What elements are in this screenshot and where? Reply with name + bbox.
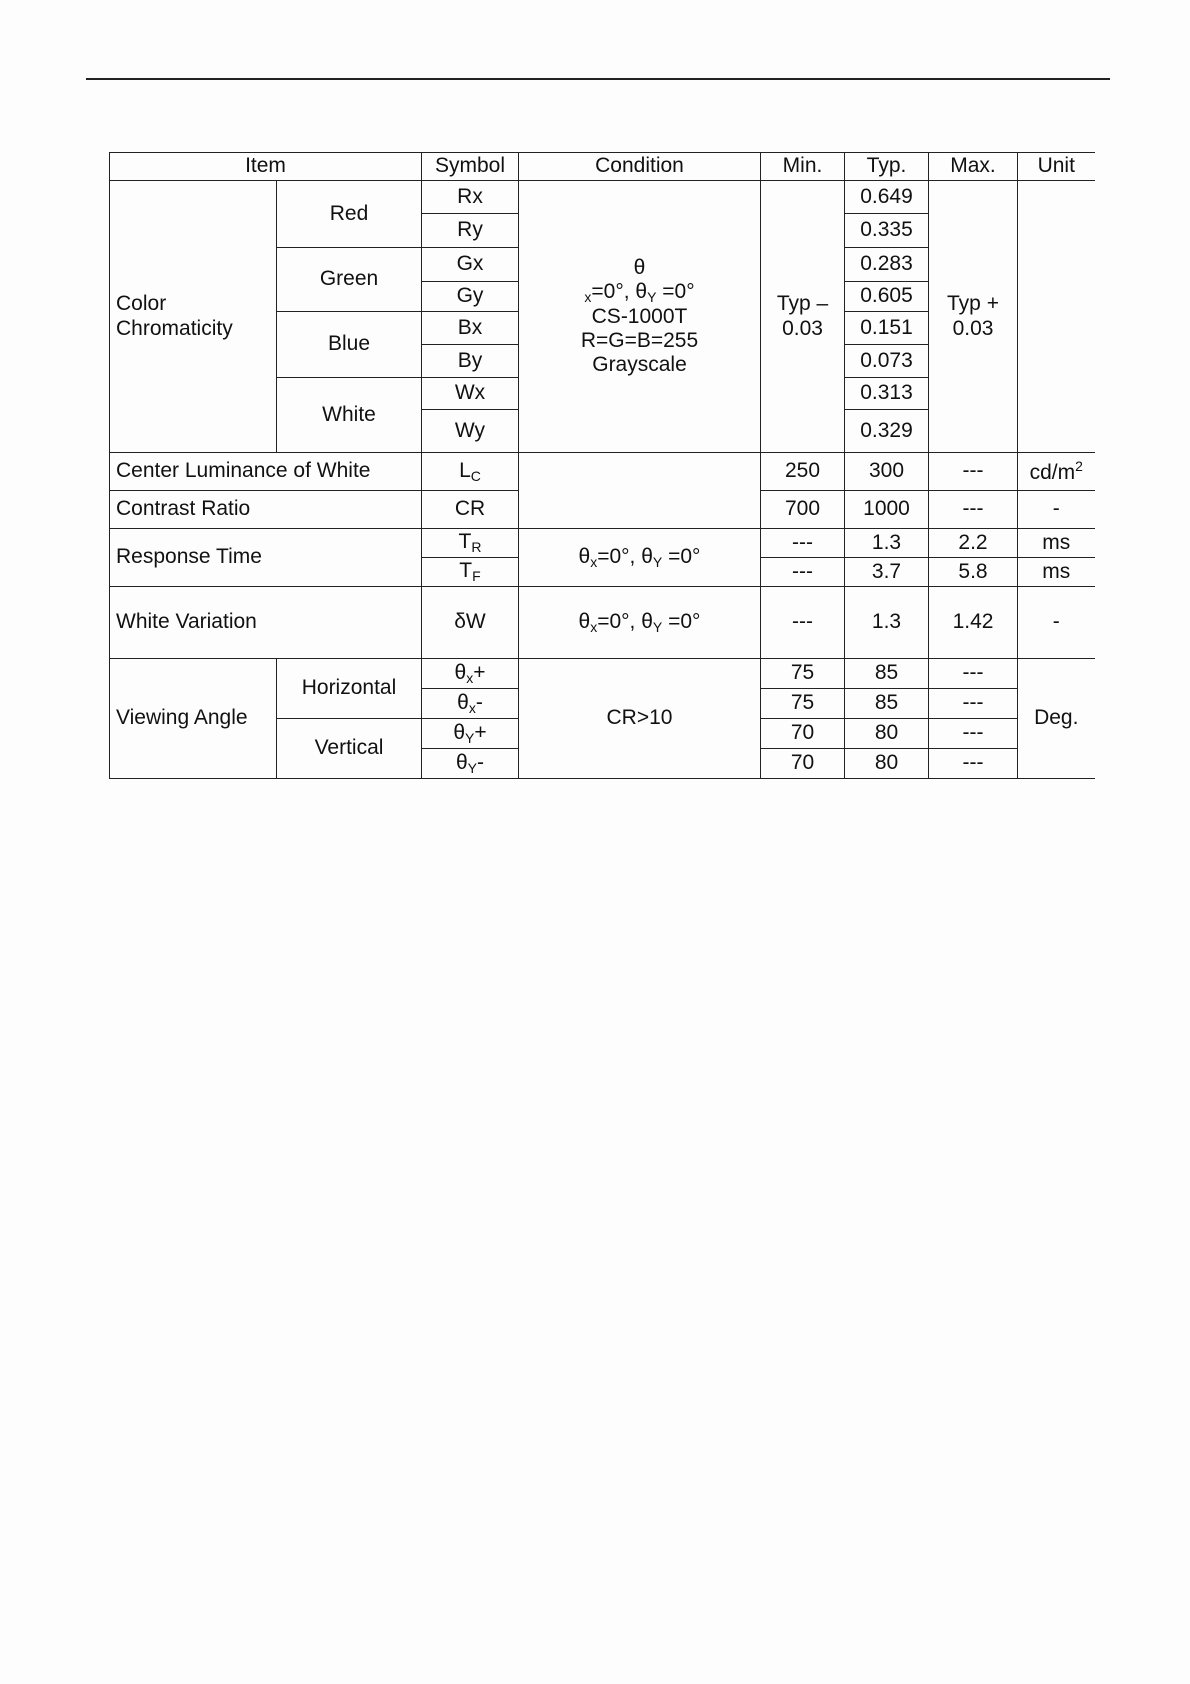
item-white-variation: White Variation xyxy=(110,587,422,659)
symbol-white-variation: δW xyxy=(422,587,519,659)
typ-cell: 0.073 xyxy=(845,345,929,378)
min-cell: --- xyxy=(761,529,845,558)
typ-cell: 1.3 xyxy=(845,587,929,659)
condition-luminance-contrast xyxy=(519,453,761,529)
header-symbol: Symbol xyxy=(422,153,519,181)
item-contrast: Contrast Ratio xyxy=(110,491,422,529)
typ-cell: 80 xyxy=(845,749,929,779)
symbol-cell: Wx xyxy=(422,378,519,410)
min-cell: 700 xyxy=(761,491,845,529)
table-row xyxy=(110,453,1095,491)
typ-cell: 0.151 xyxy=(845,312,929,345)
typ-cell: 1.3 xyxy=(845,529,929,558)
symbol-contrast: CR xyxy=(422,491,519,529)
group-white: White xyxy=(277,378,422,453)
max-cell: --- xyxy=(929,453,1018,491)
typ-cell: 0.335 xyxy=(845,214,929,248)
unit-luminance: $cd/m^2$ xyxy=(1018,453,1095,491)
condition-response: $\theta_x=0^\circ$, $\theta_Y =0^\circ$ xyxy=(519,529,761,587)
symbol-cell: $T_F$ xyxy=(422,558,519,587)
max-cell: --- xyxy=(929,491,1018,529)
typ-cell: 3.7 xyxy=(845,558,929,587)
header-min: Min. xyxy=(761,153,845,181)
table-row xyxy=(110,659,1095,689)
table-row xyxy=(110,529,1095,558)
symbol-cell: $\theta_x-$ xyxy=(422,689,519,719)
item-response-time: Response Time xyxy=(110,529,422,587)
typ-cell: 0.649 xyxy=(845,181,929,214)
min-cell: 70 xyxy=(761,719,845,749)
symbol-cell: $\theta_Y-$ xyxy=(422,749,519,779)
typ-cell: 1000 xyxy=(845,491,929,529)
max-cell: --- xyxy=(929,749,1018,779)
max-cell: --- xyxy=(929,719,1018,749)
group-green: Green xyxy=(277,248,422,312)
viewing-vertical: Vertical xyxy=(277,719,422,779)
max-cell: 5.8 xyxy=(929,558,1018,587)
max-cell: 2.2 xyxy=(929,529,1018,558)
group-red: Red xyxy=(277,181,422,248)
max-cell: --- xyxy=(929,659,1018,689)
typ-cell: 80 xyxy=(845,719,929,749)
min-cell: 70 xyxy=(761,749,845,779)
symbol-cell: Gy xyxy=(422,282,519,312)
header-unit: Unit xyxy=(1018,153,1095,181)
header-item: Item xyxy=(110,153,422,181)
symbol-cell: Wy xyxy=(422,410,519,453)
min-cell: 250 xyxy=(761,453,845,491)
typ-cell: 0.313 xyxy=(845,378,929,410)
symbol-cell: By xyxy=(422,345,519,378)
top-rule xyxy=(86,78,1110,80)
unit-cell: - xyxy=(1018,587,1095,659)
symbol-cell: Rx xyxy=(422,181,519,214)
unit-chromaticity xyxy=(1018,181,1095,453)
unit-contrast: - xyxy=(1018,491,1095,529)
header-max: Max. xyxy=(929,153,1018,181)
table-row xyxy=(110,587,1095,659)
symbol-cell: Gx xyxy=(422,248,519,282)
symbol-cell: Bx xyxy=(422,312,519,345)
min-cell: --- xyxy=(761,587,845,659)
typ-cell: 0.283 xyxy=(845,248,929,282)
header-typ: Typ. xyxy=(845,153,929,181)
typ-cell: 300 xyxy=(845,453,929,491)
group-blue: Blue xyxy=(277,312,422,378)
condition-viewing: CR>10 xyxy=(519,659,761,779)
min-cell: --- xyxy=(761,558,845,587)
max-chromaticity: Typ + 0.03 xyxy=(929,181,1018,453)
optical-spec-table xyxy=(109,152,1095,779)
symbol-cell: $T_R$ xyxy=(422,529,519,558)
symbol-cell: $\theta_x+$ xyxy=(422,659,519,689)
max-cell: --- xyxy=(929,689,1018,719)
header-row xyxy=(110,153,1095,181)
condition-chromaticity: θ $_x$=0°, $\theta_Y =0^\circ$ CS-1000T R=G=B=255 Grayscale xyxy=(519,181,761,453)
min-chromaticity: Typ – 0.03 xyxy=(761,181,845,453)
typ-cell: 0.605 xyxy=(845,282,929,312)
symbol-cell: Ry xyxy=(422,214,519,248)
item-color-chromaticity: Color Chromaticity xyxy=(110,181,277,453)
max-cell: 1.42 xyxy=(929,587,1018,659)
unit-viewing: Deg. xyxy=(1018,659,1095,779)
item-luminance: Center Luminance of White xyxy=(110,453,422,491)
header-condition: Condition xyxy=(519,153,761,181)
typ-cell: 85 xyxy=(845,689,929,719)
item-viewing-angle: Viewing Angle xyxy=(110,659,277,779)
typ-cell: 85 xyxy=(845,659,929,689)
typ-cell: 0.329 xyxy=(845,410,929,453)
min-cell: 75 xyxy=(761,659,845,689)
table-row xyxy=(110,181,1095,214)
symbol-luminance: $L_C$ xyxy=(422,453,519,491)
min-cell: 75 xyxy=(761,689,845,719)
condition-white-variation: $\theta_x=0^\circ$, $\theta_Y =0^\circ$ xyxy=(519,587,761,659)
unit-cell: ms xyxy=(1018,529,1095,558)
viewing-horizontal: Horizontal xyxy=(277,659,422,719)
unit-cell: ms xyxy=(1018,558,1095,587)
symbol-cell: $\theta_Y+$ xyxy=(422,719,519,749)
